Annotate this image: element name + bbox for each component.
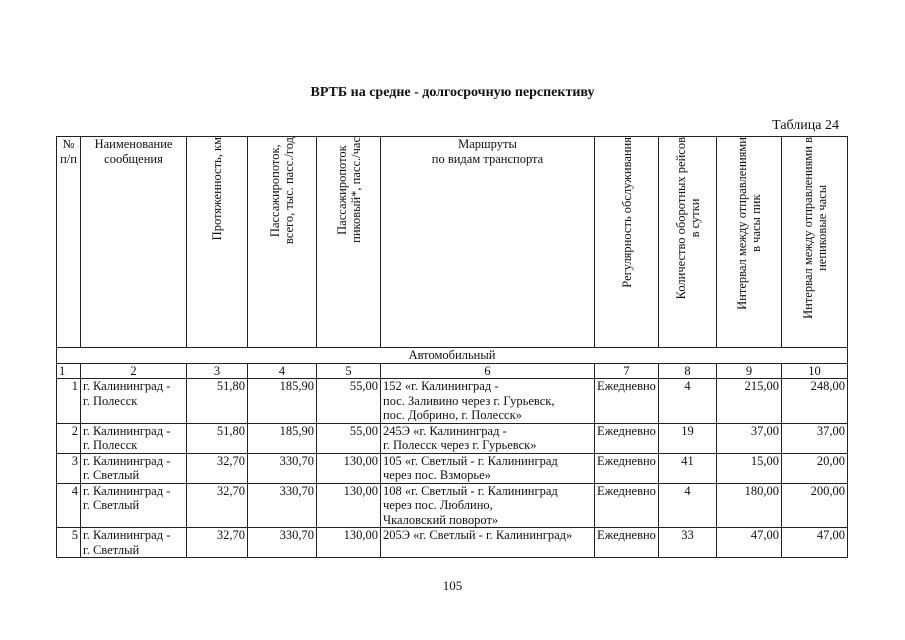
row-route: 245Э «г. Калининград - г. Полесск через г. Гурьевск»: [381, 423, 595, 453]
row-name: г. Калининград - г. Полесск: [81, 379, 187, 424]
row-name: г. Калининград - г. Светлый: [81, 528, 187, 558]
row-offpeak-interval: 20,00: [782, 453, 848, 483]
row-peak: 130,00: [317, 528, 381, 558]
column-number: 1: [57, 363, 81, 379]
row-trips: 4: [659, 483, 717, 528]
row-regularity: Ежедневно: [595, 483, 659, 528]
header-offpeak-interval: [782, 137, 848, 348]
header-trips: [659, 137, 717, 348]
row-trips: 41: [659, 453, 717, 483]
column-number-row: [57, 363, 848, 379]
page-number: 105: [442, 578, 463, 593]
header-length-text: Протяженность, км: [210, 137, 224, 241]
header-name: [81, 137, 187, 348]
row-peak: 130,00: [317, 453, 381, 483]
row-num: 4: [57, 483, 81, 528]
row-offpeak-interval: 47,00: [782, 528, 848, 558]
column-number: 6: [381, 363, 595, 379]
row-route: 205Э «г. Светлый - г. Калининград»: [381, 528, 595, 558]
row-peak-interval: 215,00: [717, 379, 782, 424]
row-annual: 330,70: [248, 453, 317, 483]
header-name-line1: Наименование: [94, 137, 173, 151]
row-annual: 185,90: [248, 379, 317, 424]
header-regularity: [595, 137, 659, 348]
row-regularity: Ежедневно: [595, 423, 659, 453]
row-route: 152 «г. Калининград - пос. Заливино через г. Гурьевск, пос. Добрино, г. Полесск»: [381, 379, 595, 424]
row-name: г. Калининград - г. Светлый: [81, 453, 187, 483]
document-title: ВРТБ на средне - долгосрочную перспективу: [310, 85, 595, 100]
table-row: [57, 423, 848, 453]
row-regularity: Ежедневно: [595, 379, 659, 424]
row-offpeak-interval: 248,00: [782, 379, 848, 424]
row-peak-interval: 15,00: [717, 453, 782, 483]
column-number: 5: [317, 363, 381, 379]
row-num: 2: [57, 423, 81, 453]
table-row: [57, 379, 848, 424]
row-route: 108 «г. Светлый - г. Калининград через пос. Люблино, Чкаловский поворот»: [381, 483, 595, 528]
section-label: Автомобильный: [57, 348, 848, 364]
header-num-line2: п/п: [60, 151, 77, 166]
header-annual-text: Пассажиропоток, всего, тыс. пасс./год: [268, 137, 296, 245]
column-number: 9: [717, 363, 782, 379]
column-number: 8: [659, 363, 717, 379]
row-length: 32,70: [187, 483, 248, 528]
row-trips: 33: [659, 528, 717, 558]
table-row: [57, 483, 848, 528]
column-number: 2: [81, 363, 187, 379]
table-row: [57, 528, 848, 558]
header-length: [187, 137, 248, 348]
row-peak: 130,00: [317, 483, 381, 528]
header-regularity-text: Регулярность обслуживания: [619, 137, 634, 288]
row-offpeak-interval: 200,00: [782, 483, 848, 528]
header-routes: [381, 137, 595, 348]
header-offpeak-interval-text: Интервал между отправлениями в непиковые часы: [800, 137, 829, 319]
row-num: 3: [57, 453, 81, 483]
row-peak-interval: 47,00: [717, 528, 782, 558]
header-routes-line2: по видам транспорта: [431, 151, 544, 166]
row-trips: 4: [659, 379, 717, 424]
row-length: 32,70: [187, 453, 248, 483]
header-peak: [317, 137, 381, 348]
table-row: [57, 453, 848, 483]
row-length: 51,80: [187, 423, 248, 453]
row-regularity: Ежедневно: [595, 453, 659, 483]
row-length: 32,70: [187, 528, 248, 558]
column-number: 4: [248, 363, 317, 379]
row-length: 51,80: [187, 379, 248, 424]
row-num: 1: [57, 379, 81, 424]
row-name: г. Калининград - г. Полесск: [81, 423, 187, 453]
section-row: [57, 348, 848, 364]
row-peak: 55,00: [317, 423, 381, 453]
row-annual: 330,70: [248, 483, 317, 528]
row-trips: 19: [659, 423, 717, 453]
header-name-line2: сообщения: [104, 151, 163, 166]
column-number: 7: [595, 363, 659, 379]
header-peak-text: Пассажиропоток пиковый*, пасс./час: [334, 137, 363, 243]
column-number: 10: [782, 363, 848, 379]
row-route: 105 «г. Светлый - г. Калининград через пос. Взморье»: [381, 453, 595, 483]
column-number: 3: [187, 363, 248, 379]
row-annual: 185,90: [248, 423, 317, 453]
row-name: г. Калининград - г. Светлый: [81, 483, 187, 528]
row-num: 5: [57, 528, 81, 558]
header-annual: [248, 137, 317, 348]
row-peak-interval: 180,00: [717, 483, 782, 528]
header-trips-text: Количество оборотных рейсов в сутки: [673, 137, 702, 300]
row-peak-interval: 37,00: [717, 423, 782, 453]
row-offpeak-interval: 37,00: [782, 423, 848, 453]
header-num: [57, 137, 81, 348]
header-peak-interval-text: Интервал между отправлениями в часы пик: [735, 137, 763, 310]
table-header-row: [57, 137, 848, 348]
header-peak-interval: [717, 137, 782, 348]
table-label: Таблица 24: [772, 118, 839, 133]
header-routes-line1: Маршруты: [458, 137, 517, 151]
row-peak: 55,00: [317, 379, 381, 424]
header-num-line1: №: [62, 137, 75, 151]
row-regularity: Ежедневно: [595, 528, 659, 558]
row-annual: 330,70: [248, 528, 317, 558]
routes-table: [56, 136, 848, 558]
